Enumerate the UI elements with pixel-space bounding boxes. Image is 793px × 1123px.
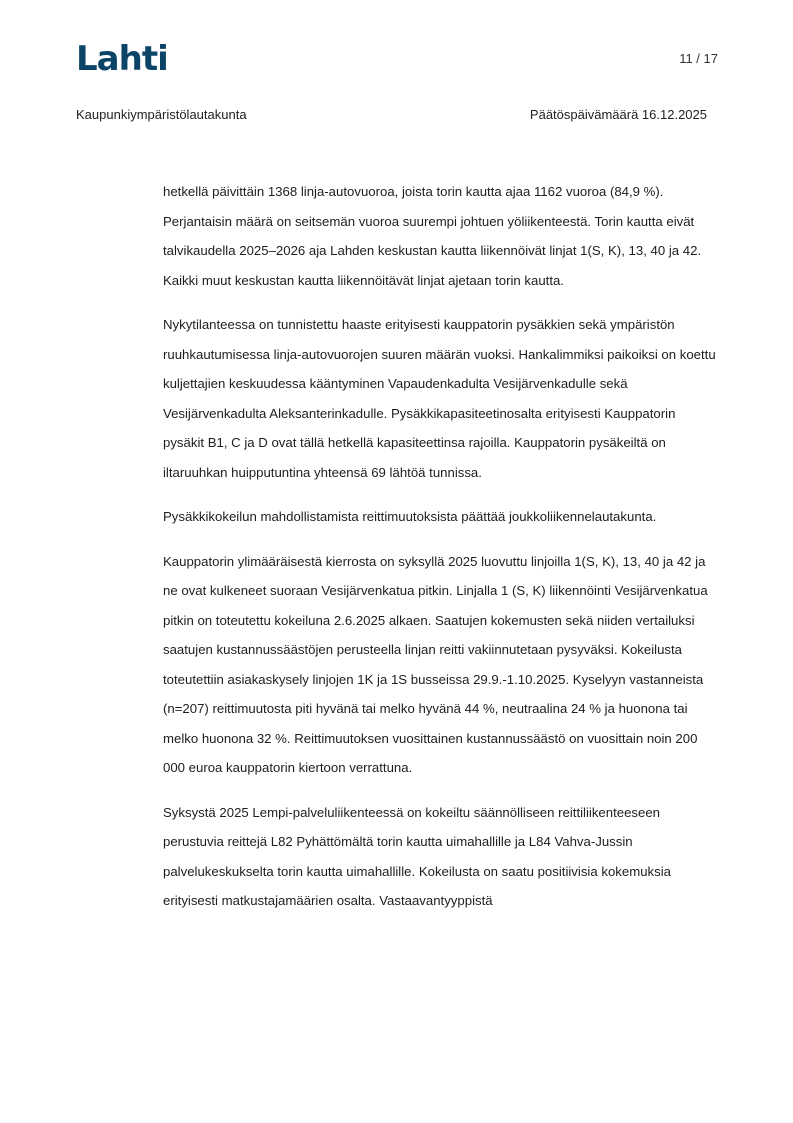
page-number: 11 / 17 [679, 51, 718, 66]
paragraph: Nykytilanteessa on tunnistettu haaste erityisesti kauppatorin pysäkkien sekä ympäristön ruuhkautumisessa linja-autovuorojen suuren määrän vuoksi. Hankalimmiksi paikoiksi on koettu kuljettajien keskuudessa kääntyminen Vapaudenkadulta Vesijärvenkadulle sekä Vesijärvenkadulta Aleksanterinkadulle. Pysäkkikapasiteetinosalta erityisesti Kauppatorin pysäkit B1, C ja D ovat tällä hetkellä kapasiteettinsa rajoilla. Kauppatorin pysäkeiltä on iltaruuhkan huipputuntina yhteensä 69 lähtöä tunnissa. [163, 317, 716, 480]
document-body [163, 177, 719, 931]
decision-date: Päätöspäivämäärä 16.12.2025 [529, 107, 707, 122]
department-name: Kaupunkiympäristölautakunta [76, 107, 247, 122]
paragraph: Kauppatorin ylimääräisestä kierrosta on syksyllä 2025 luovuttu linjoilla 1(S, K), 13, 40 ja 42 ja ne ovat kulkeneet suoraan Vesijärvenkatua pitkin. Linjalla 1 (S, K) liikennöinti Vesijärvenkatua pitkin on toteutettu kokeiluna 2.6.2025 alkaen. Saatujen kokemusten sekä niiden vertailuksi saatujen kustannussäästöjen perusteella linjan reitti vakiinnutetaan pysyväksi. Kokeilusta toteutettiin asiakaskysely linjojen 1K ja 1S busseissa 29.9.-1.10.2025. Kyselyyn vastanneista (n=207) reittimuutosta piti hyvänä tai melko hyvänä 44 %, neutraalina 24 % ja huonona tai melko huonona 32 %. Reittimuutoksen vuosittainen kustannussäästö on vuosittain noin 200 000 euroa kauppatorin kiertoon verrattuna. [163, 553, 708, 775]
paragraph: Pysäkkikokeilun mahdollistamista reittimuutoksista päättää joukkoliikennelautakunta. [163, 509, 657, 524]
lahti-logo: Lahti [76, 39, 168, 79]
paragraph: hetkellä päivittäin 1368 linja-autovuoroa, joista torin kautta ajaa 1162 vuoroa (84,9 %). Perjantaisin määrä on seitsemän vuoroa suurempi johtuen yöliikenteestä. Torin kautta eivät talvikaudella 2025–2026 aja Lahden keskustan kautta liikennöivät linjat 1(S, K), 13, 40 ja 42. Kaikki muut keskustan kautta liikennöitävät linjat ajetaan torin kautta. [163, 184, 702, 288]
paragraph: Syksystä 2025 Lempi-palveluliikenteessä on kokeiltu säännölliseen reittiliikenteeseen perustuvia reittejä L82 Pyhättömältä torin kautta uimahallille ja L84 Vahva-Jussin palvelukeskukselta torin kautta uimahallille. Kokeilusta on saatu positiivisia kokemuksia erityisesti matkustajamäärien osalta. Vastaavantyyppistä [163, 804, 671, 908]
